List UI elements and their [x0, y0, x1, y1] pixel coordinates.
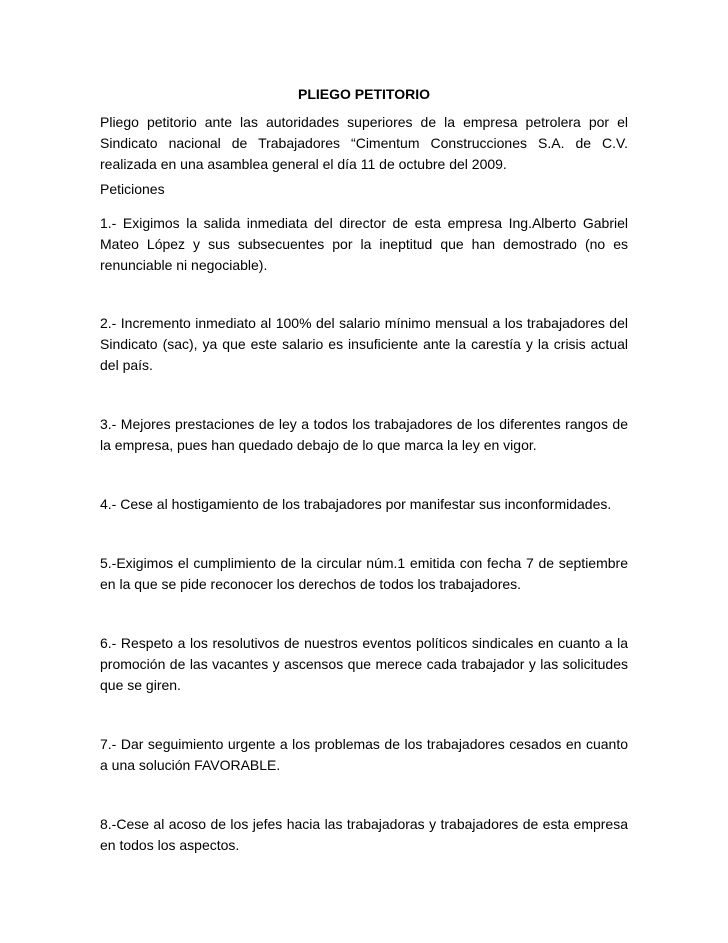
petition-2: 2.- Incremento inmediato al 100% del salario mínimo mensual a los trabajadores del Sindicato (sac), ya que este salario es insuficiente ante la carestía y la crisis actual del país.: [100, 315, 628, 373]
document-title: PLIEGO PETITORIO: [298, 86, 430, 102]
petition-1: 1.- Exigimos la salida inmediata del director de esta empresa Ing.Alberto Gabriel Mateo López y sus subsecuentes por la ineptitud que han demostrado (no es renunciable ni negociable).: [100, 215, 628, 273]
section-heading: Peticiones: [100, 181, 165, 197]
intro-paragraph: Pliego petitorio ante las autoridades superiores de la empresa petrolera por el Sindicato nacional de Trabajadores “Cimentum Construcciones S.A. de C.V. realizada en una asamblea general el día 11 de octubre del 2009.: [100, 114, 628, 172]
petition-4: 4.- Cese al hostigamiento de los trabajadores por manifestar sus inconformidades.: [100, 496, 612, 512]
petition-5: 5.-Exigimos el cumplimiento de la circular núm.1 emitida con fecha 7 de septiembre en la que se pide reconocer los derechos de todos los trabajadores.: [100, 555, 628, 592]
petition-7: 7.- Dar seguimiento urgente a los problemas de los trabajadores cesados en cuanto a una solución FAVORABLE.: [100, 736, 628, 773]
petition-6: 6.- Respeto a los resolutivos de nuestros eventos políticos sindicales en cuanto a la promoción de las vacantes y ascensos que merece cada trabajador y las solicitudes que se giren.: [100, 635, 628, 693]
petition-3: 3.- Mejores prestaciones de ley a todos los trabajadores de los diferentes rangos de la empresa, pues han quedado debajo de lo que marca la ley en vigor.: [100, 416, 628, 453]
petition-8: 8.-Cese al acoso de los jefes hacia las trabajadoras y trabajadores de esta empresa en todos los aspectos.: [100, 816, 628, 853]
